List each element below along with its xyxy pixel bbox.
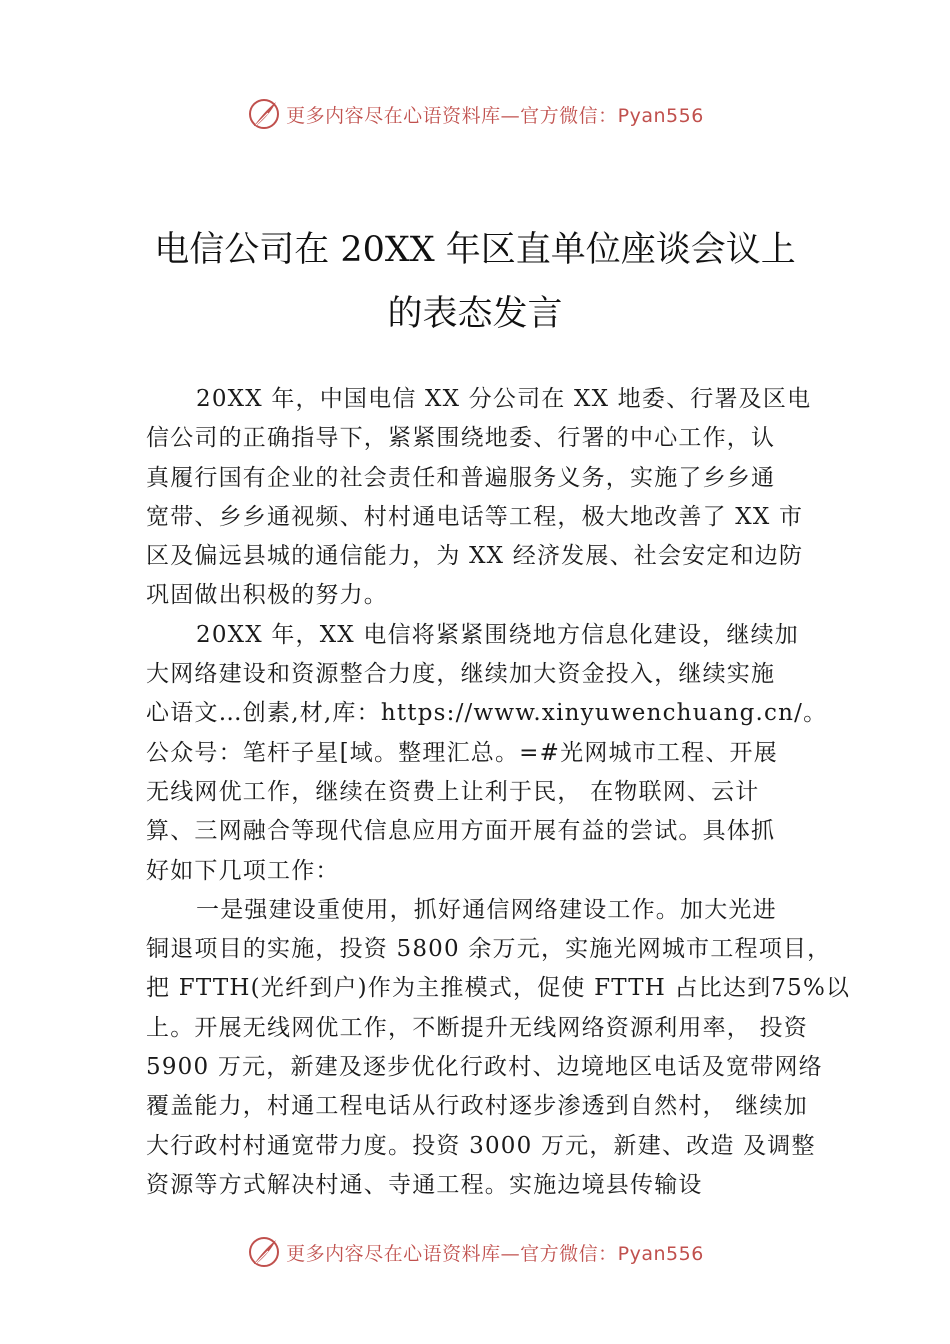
body-line: 5900 万元，新建及逐步优化行政村、边境地区电话及宽带网络	[146, 1054, 823, 1081]
watermark-text	[286, 101, 704, 128]
body-line: 覆盖能力，村通工程电话从行政村逐步渗透到自然村， 继续加	[146, 1093, 808, 1120]
body-line: 一是强建设重使用，抓好通信网络建设工作。加大光进	[196, 896, 777, 923]
body-line: 大网络建设和资源整合力度，继续加大资金投入，继续实施	[146, 661, 776, 688]
body-line: 巩固做出积极的努力。	[146, 582, 388, 609]
body-line: 宽带、乡乡通视频、村村通电话等工程，极大地改善了 XX 市	[146, 503, 804, 530]
body-line: 大行政村村通宽带力度。投资 3000 万元，新建、改造 及调整	[146, 1132, 816, 1159]
watermark-main: 更多内容尽在心语资料库—官方微信：	[286, 1242, 618, 1265]
document-title-line-1: 电信公司在 20XX 年区直单位座谈会议上	[154, 230, 796, 270]
document-title-line-2: 的表态发言	[387, 294, 563, 334]
body-line: 信公司的正确指导下，紧紧围绕地委、行署的中心工作，认	[146, 425, 776, 452]
header-watermark	[0, 94, 950, 134]
body-line: 好如下几项工作：	[146, 857, 340, 884]
body-line: 把 FTTH(光纤到户)作为主推模式，促使 FTTH 占比达到75%以	[146, 975, 851, 1002]
watermark-wechat-id: Pyan556	[617, 1242, 704, 1265]
body-line: 公众号：笔杆子星[域。整理汇总。=#光网城市工程、开展	[146, 739, 778, 766]
body-line: 真履行国有企业的社会责任和普遍服务义务，实施了乡乡通	[146, 464, 776, 491]
body-line: 20XX 年，中国电信 XX 分公司在 XX 地委、行署及区电	[196, 386, 812, 412]
body-line: 区及偏远县城的通信能力，为 XX 经济发展、社会安定和边防	[146, 543, 804, 570]
watermark-wechat-id: Pyan556	[617, 104, 704, 127]
body-line: 无线网优工作，继续在资费上让利于民， 在物联网、云计	[146, 778, 760, 805]
watermark-main: 更多内容尽在心语资料库—官方微信：	[286, 104, 618, 127]
body-line: 心语文…创素,材,库：https://www.xinyuwenchuang.cn/。	[146, 700, 828, 727]
body-line: 20XX 年，XX 电信将紧紧围绕地方信息化建设，继续加	[196, 621, 799, 648]
quill-pen-logo-icon	[246, 96, 282, 132]
document-body	[146, 380, 851, 1205]
footer-watermark	[0, 1232, 950, 1272]
quill-pen-logo-icon	[246, 1234, 282, 1270]
watermark-text	[286, 1239, 704, 1266]
body-line: 铜退项目的实施，投资 5800 余万元，实施光网城市工程项目，	[146, 936, 832, 963]
body-line: 算、三网融合等现代信息应用方面开展有益的尝试。具体抓	[146, 818, 776, 845]
body-line: 上。开展无线网优工作，不断提升无线网络资源利用率， 投资	[146, 1014, 808, 1041]
body-line: 资源等方式解决村通、寺通工程。实施边境县传输设	[146, 1171, 703, 1198]
